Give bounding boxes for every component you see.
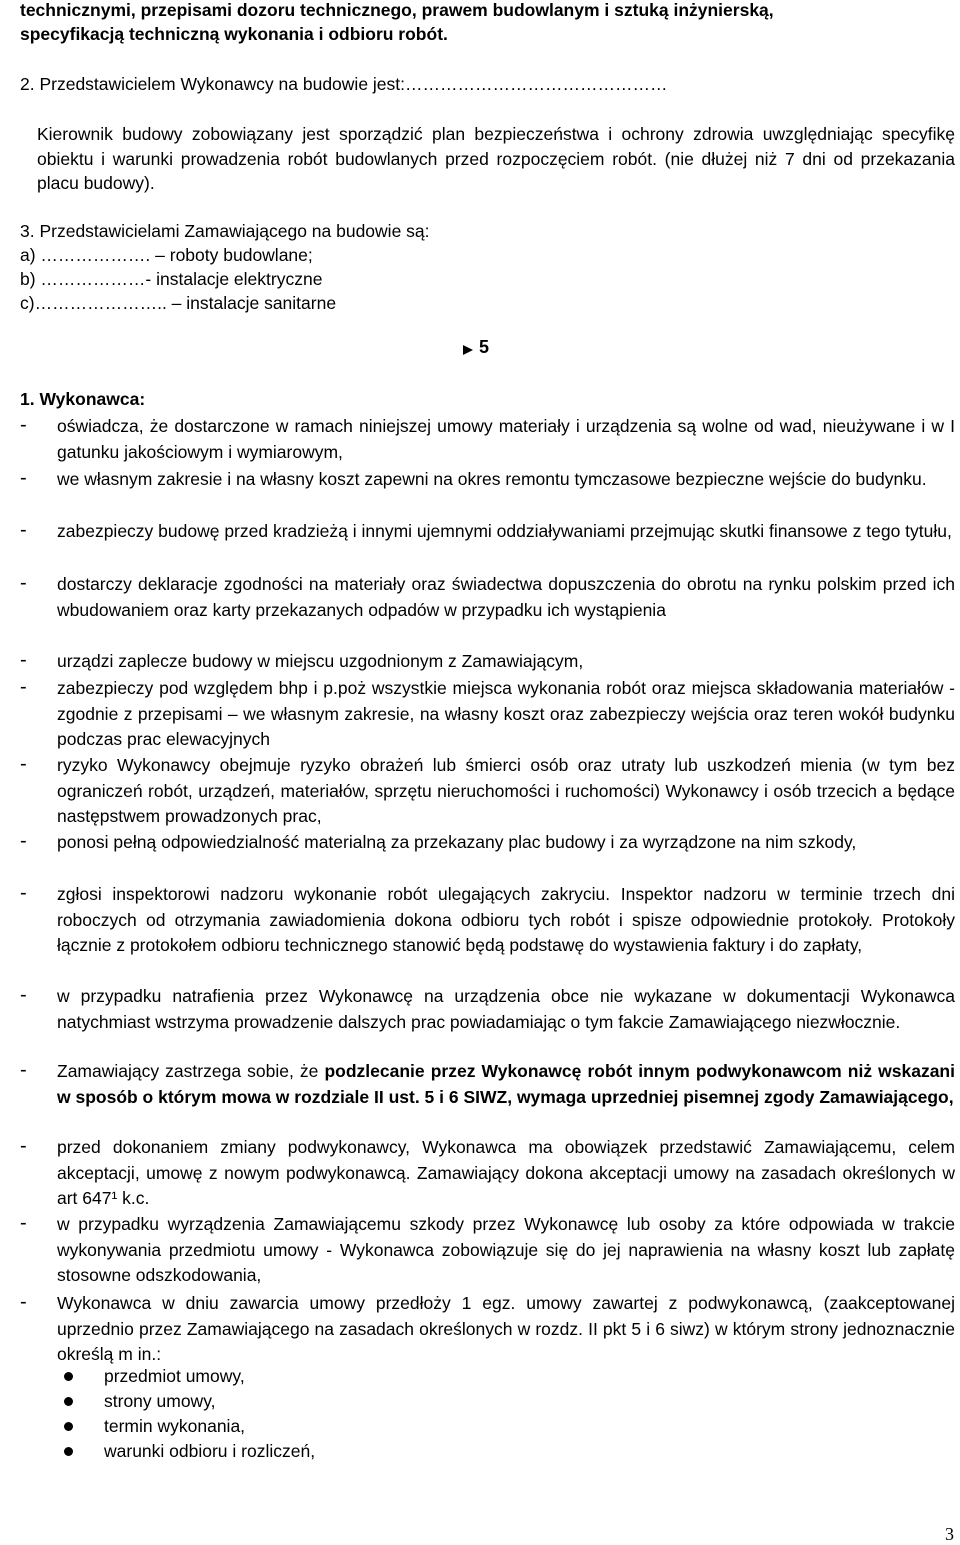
dash-marker: - <box>20 830 27 852</box>
list-item: we własnym zakresie i na własny koszt zapewni na okres remontu tymczasowe bezpieczne wejście do budynku. <box>57 469 927 489</box>
dash-marker: - <box>20 753 27 775</box>
dash-marker: - <box>20 882 27 904</box>
triangle-icon <box>463 345 473 355</box>
dash-marker: - <box>20 414 27 436</box>
dash-marker: - <box>20 467 27 489</box>
section-3-heading: 3. Przedstawicielami Zamawiającego na budowie są: <box>20 221 430 241</box>
dash-marker: - <box>20 1059 27 1081</box>
section-2-body: Kierownik budowy zobowiązany jest sporządzić plan bezpieczeństwa i ochrony zdrowia uwzględniając specyfikę obiektu i warunki prowadzenia robót budowlanych przed rozpoczęciem robót. (nie dłużej niż 7 dni od przekazania placu budowy). <box>37 124 955 193</box>
subcontracting-condition: podzlecanie przez Wykonawcę robót innym podwykonawcom niż wskazani w sposób o którym mowa w rozdziale II ust. 5 i 6 SIWZ, wymaga uprzedniej pisemnej zgody Zamawiającego, <box>57 1061 955 1107</box>
list-item: Wykonawca w dniu zawarcia umowy przedłoży 1 egz. umowy zawartej z podwykonawcą, (zaakceptowanej uprzednio przez Zamawiającego na zasadach określonych w rozdz. II pkt 5 i 6 siwz) w którym strony jednoznacznie określą m in.: <box>57 1293 955 1364</box>
intro-line-1: technicznymi, przepisami dozoru technicznego, prawem budowlanym i sztuką inżynierską, <box>20 0 774 20</box>
list-item: zabezpieczy pod względem bhp i p.poż wszystkie miejsca wykonania robót oraz miejsca składowania materiałów - zgodnie z przepisami – we własnym zakresie, na własny koszt oraz zabezpieczy wejścia oraz teren wokół budynku podczas prac elewacyjnych <box>57 678 955 749</box>
bullet-item: strony umowy, <box>104 1391 216 1411</box>
list-item: zabezpieczy budowę przed kradzieżą i innymi ujemnymi oddziaływaniami przejmując skutki finansowe z tego tytułu, <box>57 521 952 541</box>
list-item: zgłosi inspektorowi nadzoru wykonanie robót ulegających zakryciu. Inspektor nadzoru w terminie trzech dni roboczych od otrzymania zawiadomienia dokona odbioru tych robót i spisze odpowiednie protokoły. Protokoły łącznie z protokołem odbioru technicznego stanowić będą podstawę do wystawienia faktury i do zapłaty, <box>57 884 955 955</box>
dash-marker: - <box>20 1135 27 1157</box>
dash-marker: - <box>20 1212 27 1234</box>
bullet-item: termin wykonania, <box>104 1416 246 1436</box>
section-2-heading: 2. Przedstawicielem Wykonawcy na budowie jest:……………………………………… <box>20 74 668 94</box>
list-item: ponosi pełną odpowiedzialność materialną za przekazany plac budowy i za wyrządzone na nim szkody, <box>57 832 857 852</box>
subcontracting-intro: Zamawiający zastrzega sobie, że <box>57 1061 325 1081</box>
section-number: 5 <box>479 337 490 357</box>
list-item: w przypadku wyrządzenia Zamawiającemu szkody przez Wykonawcę lub osoby za które odpowiada w trakcie wykonywania przedmiotu umowy - Wykonawca zobowiązuje się do jej naprawienia na własny koszt lub zapłatę stosowne odszkodowania, <box>57 1214 955 1285</box>
dash-marker: - <box>20 1291 27 1313</box>
list-item: w przypadku natrafienia przez Wykonawcę na urządzenia obce nie wykazane w dokumentacji Wykonawca natychmiast wstrzyma prowadzenie dalszych prac powiadamiając o tym fakcie Zamawiającego niezwłocznie. <box>57 986 955 1032</box>
list-item: przed dokonaniem zmiany podwykonawcy, Wykonawca ma obowiązek przedstawić Zamawiającemu, celem akceptacji, umowę z nowym podwykonawcą. Zamawiający dokona akceptacji umowy na zasadach określonych w art 647¹ k.c. <box>57 1137 955 1208</box>
list-item: urządzi zaplecze budowy w miejscu uzgodnionym z Zamawiającym, <box>57 651 584 671</box>
bullet-icon <box>64 1422 73 1431</box>
bullet-icon <box>64 1372 73 1381</box>
dash-marker: - <box>20 519 27 541</box>
representative-c: c)………………….. – instalacje sanitarne <box>20 293 337 313</box>
bullet-icon <box>64 1397 73 1406</box>
list-item-subcontracting <box>57 1059 955 1110</box>
intro-line-2: specyfikacją techniczną wykonania i odbioru robót. <box>20 24 448 44</box>
list-item: dostarczy deklaracje zgodności na materiały oraz świadectwa dopuszczenia do obrotu na rynku polskim przed ich wbudowaniem oraz karty przekazanych odpadów w przypadku ich wystąpienia <box>57 574 955 620</box>
list-item: ryzyko Wykonawcy obejmuje ryzyko obrażeń lub śmierci osób oraz utraty lub uszkodzeń mienia (w tym bez ograniczeń robót, urządzeń, materiałów, sprzętu nieruchomości i ruchomości) Wykonawcy i osób trzecich a będące następstwem prowadzonych prac, <box>57 755 955 826</box>
contractor-heading: 1. Wykonawca: <box>20 389 146 409</box>
page-number: 3 <box>945 1524 954 1544</box>
dash-marker: - <box>20 676 27 698</box>
representative-a: a) ………………. – roboty budowlane; <box>20 245 313 265</box>
representative-b: b) ………………- instalacje elektryczne <box>20 269 323 289</box>
dash-marker: - <box>20 984 27 1006</box>
bullet-item: przedmiot umowy, <box>104 1366 245 1386</box>
bullet-item: warunki odbioru i rozliczeń, <box>104 1441 316 1461</box>
list-item: oświadcza, że dostarczone w ramach niniejszej umowy materiały i urządzenia są wolne od wad, nieużywane i w I gatunku jakościowym i wymiarowym, <box>57 416 955 462</box>
dash-marker: - <box>20 649 27 671</box>
dash-marker: - <box>20 572 27 594</box>
bullet-icon <box>64 1447 73 1456</box>
